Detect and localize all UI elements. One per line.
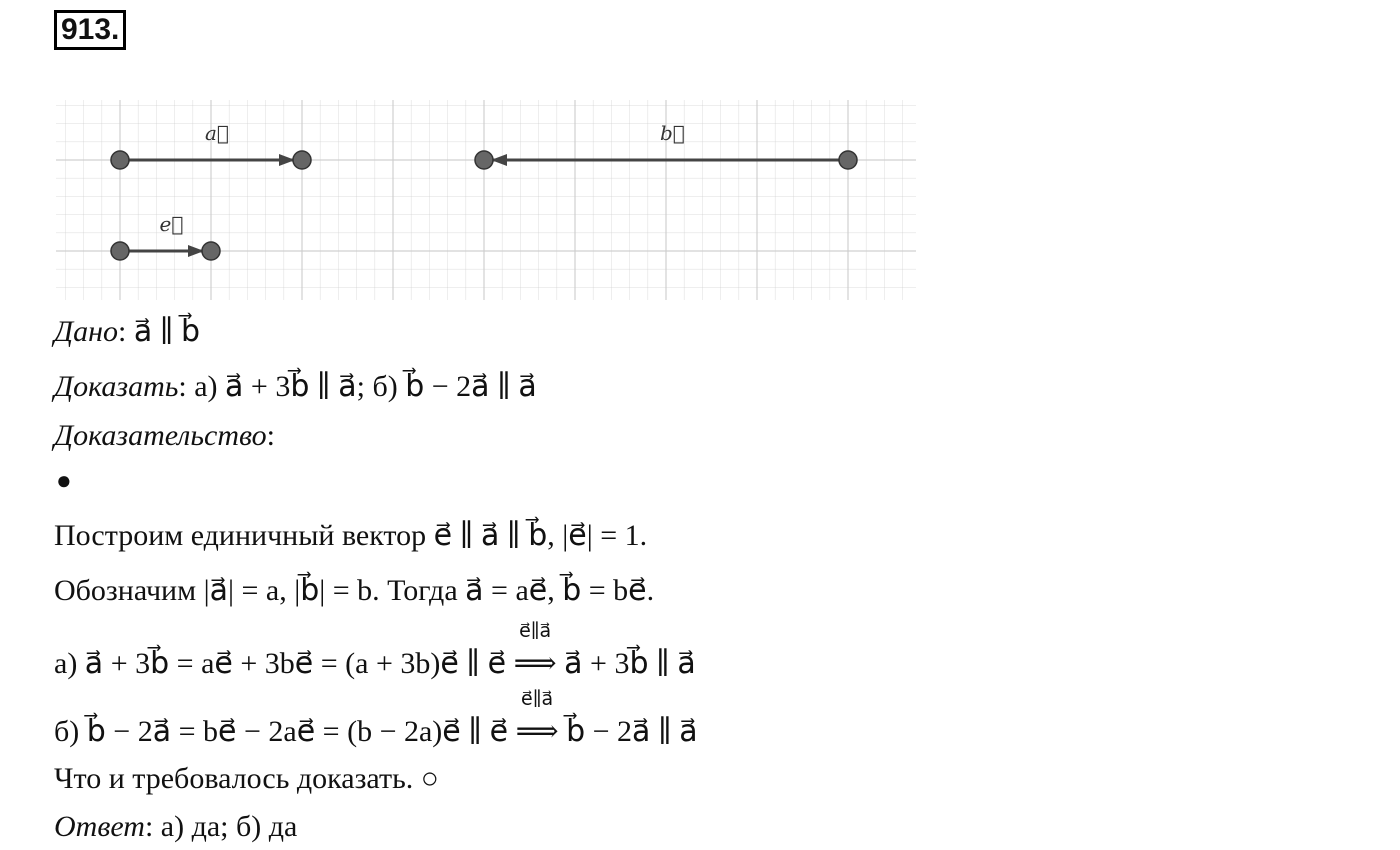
vector-figure — [56, 100, 916, 300]
line-a-condition: e⃗∥a⃗ — [519, 621, 552, 642]
line-b-implication — [515, 689, 559, 750]
line-a-right: a⃗ + 3b⃗ ∥ a⃗ — [556, 647, 696, 680]
vector-e-start-point — [111, 242, 129, 260]
given-expression: : a⃗ ∥ b⃗ — [117, 315, 201, 348]
proof-line-2: Обозначим |a⃗| = a, |b⃗| = b. Тогда a⃗ = ae⃗, b⃗ = be⃗. — [54, 574, 655, 607]
prove-line — [54, 369, 537, 405]
prove-label: Доказать — [54, 370, 179, 403]
line-a-implication — [513, 621, 557, 682]
implies-arrow: ⟹ — [513, 647, 557, 680]
vector-b-label: b⃗ — [660, 121, 685, 145]
vector-b-start-point — [839, 151, 857, 169]
vector-b-end-point — [475, 151, 493, 169]
proof-label: Доказательство — [54, 419, 267, 452]
answer-expression: : а) да; б) да — [144, 810, 298, 843]
proof-heading — [54, 418, 275, 454]
proof-colon: : — [266, 419, 275, 452]
grid — [56, 100, 916, 300]
line-b-left: б) b⃗ − 2a⃗ = be⃗ − 2ae⃗ = (b − 2a)e⃗ ∥ e⃗ — [54, 715, 516, 748]
line-b-condition: e⃗∥a⃗ — [521, 689, 554, 710]
answer-label: Ответ — [54, 810, 145, 843]
bullet-point: ● — [56, 466, 72, 495]
proof-line-1: Построим единичный вектор e⃗ ∥ a⃗ ∥ b⃗, |e⃗| = 1. — [54, 519, 648, 552]
given-label: Дано — [54, 315, 118, 348]
problem-number: 913. — [54, 10, 126, 50]
given-line — [54, 314, 200, 350]
qed-line: Что и требовалось доказать. ○ — [54, 762, 439, 795]
line-a-left: а) a⃗ + 3b⃗ = ae⃗ + 3be⃗ = (a + 3b)e⃗ ∥ e⃗ — [54, 647, 514, 680]
line-b-right: b⃗ − 2a⃗ ∥ a⃗ — [558, 715, 698, 748]
proof-line-a — [54, 621, 696, 682]
vector-e-end-point — [202, 242, 220, 260]
implies-arrow: ⟹ — [515, 715, 559, 748]
prove-expression: : а) a⃗ + 3b⃗ ∥ a⃗; б) b⃗ − 2a⃗ ∥ a⃗ — [178, 370, 537, 403]
vector-a-label: a⃗ — [205, 121, 229, 145]
vector-a-start-point — [111, 151, 129, 169]
answer-line — [54, 809, 297, 845]
vector-a-end-point — [293, 151, 311, 169]
proof-line-b — [54, 689, 698, 750]
vector-e-label: e⃗ — [159, 212, 184, 236]
